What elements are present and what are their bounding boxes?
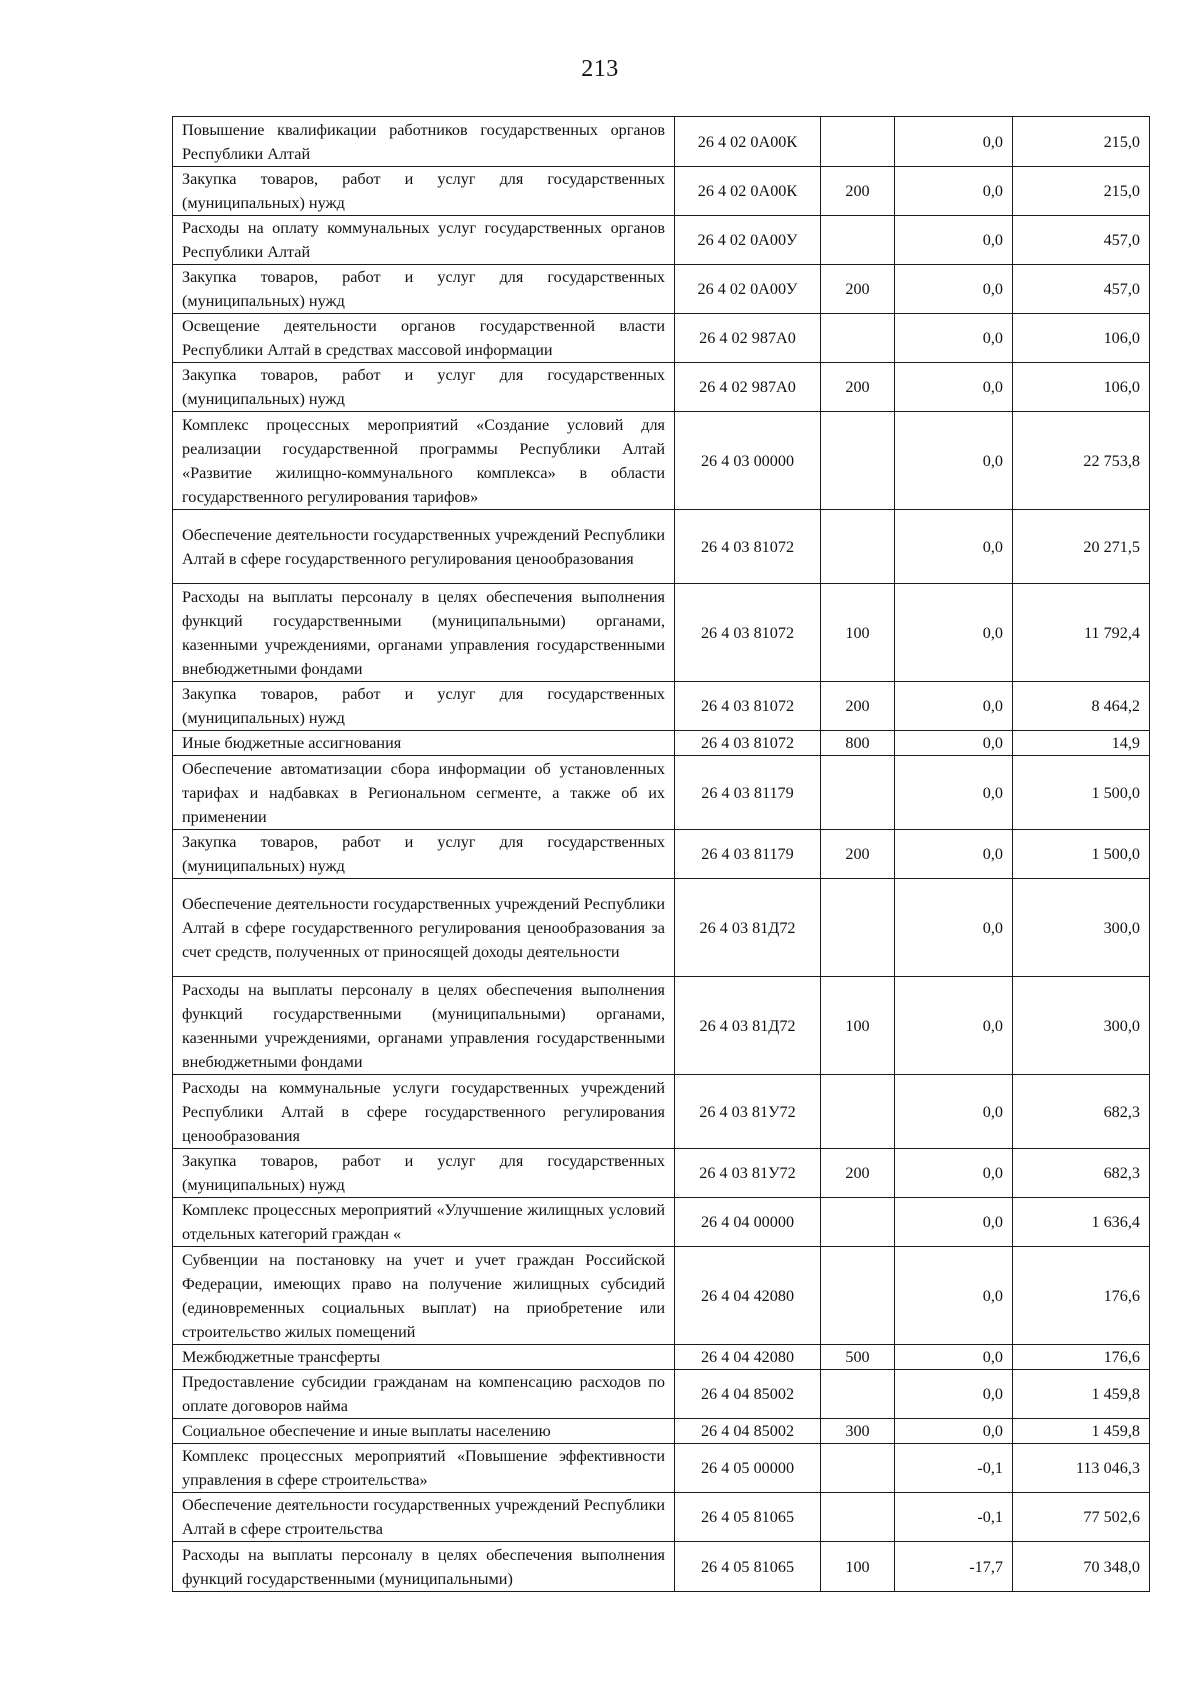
row-code: 26 4 03 81072 bbox=[675, 682, 821, 731]
row-amount: 1 459,8 bbox=[1013, 1419, 1150, 1444]
row-change: -17,7 bbox=[895, 1542, 1013, 1592]
budget-table bbox=[172, 116, 1150, 1592]
table-row bbox=[173, 584, 1150, 682]
row-change: 0,0 bbox=[895, 412, 1013, 510]
table-row bbox=[173, 1247, 1150, 1345]
row-amount: 77 502,6 bbox=[1013, 1493, 1150, 1542]
row-description: Расходы на коммунальные услуги государственных учреждений Республики Алтай в сфере государственного регулирования ценообразования bbox=[173, 1075, 675, 1149]
row-code: 26 4 04 42080 bbox=[675, 1345, 821, 1370]
row-change: 0,0 bbox=[895, 314, 1013, 363]
row-change: 0,0 bbox=[895, 1149, 1013, 1198]
row-description: Повышение квалификации работников государственных органов Республики Алтай bbox=[173, 117, 675, 167]
table-row bbox=[173, 167, 1150, 216]
table-row bbox=[173, 731, 1150, 756]
row-change: 0,0 bbox=[895, 977, 1013, 1075]
row-code: 26 4 04 42080 bbox=[675, 1247, 821, 1345]
row-expense-type: 100 bbox=[821, 1542, 895, 1592]
row-amount: 1 500,0 bbox=[1013, 830, 1150, 879]
table-row bbox=[173, 216, 1150, 265]
row-description: Межбюджетные трансферты bbox=[173, 1345, 675, 1370]
row-amount: 113 046,3 bbox=[1013, 1444, 1150, 1493]
row-amount: 1 500,0 bbox=[1013, 756, 1150, 830]
row-expense-type bbox=[821, 1444, 895, 1493]
page-number: 213 bbox=[581, 56, 619, 82]
table-row bbox=[173, 265, 1150, 314]
row-code: 26 4 04 85002 bbox=[675, 1370, 821, 1419]
row-code: 26 4 03 81У72 bbox=[675, 1149, 821, 1198]
row-change: 0,0 bbox=[895, 1370, 1013, 1419]
budget-table-body bbox=[173, 117, 1150, 1592]
table-row bbox=[173, 1419, 1150, 1444]
table-row bbox=[173, 879, 1150, 977]
row-expense-type: 500 bbox=[821, 1345, 895, 1370]
table-row bbox=[173, 363, 1150, 412]
row-description: Расходы на выплаты персоналу в целях обеспечения выполнения функций государственными (муниципальными) органами, казенными учреждениями, органами управления государственными внебюджетными фондами bbox=[173, 584, 675, 682]
row-expense-type: 200 bbox=[821, 265, 895, 314]
row-code: 26 4 03 81072 bbox=[675, 731, 821, 756]
row-expense-type: 800 bbox=[821, 731, 895, 756]
row-description: Закупка товаров, работ и услуг для государственных (муниципальных) нужд bbox=[173, 363, 675, 412]
table-row bbox=[173, 1370, 1150, 1419]
row-amount: 20 271,5 bbox=[1013, 510, 1150, 584]
row-expense-type bbox=[821, 1370, 895, 1419]
row-expense-type bbox=[821, 756, 895, 830]
row-description: Расходы на выплаты персоналу в целях обеспечения выполнения функций государственными (муниципальными) органами, казенными учреждениями, органами управления государственными внебюджетными фондами bbox=[173, 977, 675, 1075]
table-row bbox=[173, 314, 1150, 363]
row-description: Закупка товаров, работ и услуг для государственных (муниципальных) нужд bbox=[173, 682, 675, 731]
row-change: 0,0 bbox=[895, 265, 1013, 314]
row-amount: 457,0 bbox=[1013, 265, 1150, 314]
row-amount: 215,0 bbox=[1013, 117, 1150, 167]
row-code: 26 4 03 81072 bbox=[675, 584, 821, 682]
row-change: 0,0 bbox=[895, 731, 1013, 756]
row-expense-type bbox=[821, 117, 895, 167]
row-amount: 1 636,4 bbox=[1013, 1198, 1150, 1247]
row-description: Комплекс процессных мероприятий «Создание условий для реализации государственной программы Республики Алтай «Развитие жилищно-коммунального комплекса» в области государственного регулирования тарифов» bbox=[173, 412, 675, 510]
row-code: 26 4 03 81Д72 bbox=[675, 977, 821, 1075]
row-change: 0,0 bbox=[895, 1419, 1013, 1444]
table-row bbox=[173, 1542, 1150, 1592]
row-description: Закупка товаров, работ и услуг для государственных (муниципальных) нужд bbox=[173, 830, 675, 879]
row-description: Обеспечение деятельности государственных учреждений Республики Алтай в сфере строительства bbox=[173, 1493, 675, 1542]
row-amount: 106,0 bbox=[1013, 314, 1150, 363]
table-row bbox=[173, 1444, 1150, 1493]
row-amount: 176,6 bbox=[1013, 1247, 1150, 1345]
row-description: Расходы на выплаты персоналу в целях обеспечения выполнения функций государственными (муниципальными) bbox=[173, 1542, 675, 1592]
row-change: 0,0 bbox=[895, 1345, 1013, 1370]
row-expense-type: 200 bbox=[821, 1149, 895, 1198]
row-description: Предоставление субсидии гражданам на компенсацию расходов по оплате договоров найма bbox=[173, 1370, 675, 1419]
table-row bbox=[173, 412, 1150, 510]
table-row bbox=[173, 977, 1150, 1075]
row-description: Освещение деятельности органов государственной власти Республики Алтай в средствах массовой информации bbox=[173, 314, 675, 363]
row-description: Закупка товаров, работ и услуг для государственных (муниципальных) нужд bbox=[173, 1149, 675, 1198]
row-change: 0,0 bbox=[895, 167, 1013, 216]
row-expense-type: 100 bbox=[821, 977, 895, 1075]
row-amount: 176,6 bbox=[1013, 1345, 1150, 1370]
row-amount: 70 348,0 bbox=[1013, 1542, 1150, 1592]
row-change: 0,0 bbox=[895, 510, 1013, 584]
table-row bbox=[173, 1149, 1150, 1198]
row-change: 0,0 bbox=[895, 756, 1013, 830]
row-amount: 14,9 bbox=[1013, 731, 1150, 756]
row-code: 26 4 02 0А00К bbox=[675, 167, 821, 216]
row-code: 26 4 02 987А0 bbox=[675, 314, 821, 363]
table-row bbox=[173, 510, 1150, 584]
row-description: Закупка товаров, работ и услуг для государственных (муниципальных) нужд bbox=[173, 167, 675, 216]
table-row bbox=[173, 117, 1150, 167]
row-description: Социальное обеспечение и иные выплаты населению bbox=[173, 1419, 675, 1444]
table-row bbox=[173, 830, 1150, 879]
row-expense-type bbox=[821, 216, 895, 265]
row-change: 0,0 bbox=[895, 363, 1013, 412]
row-expense-type bbox=[821, 1075, 895, 1149]
row-code: 26 4 02 0А00К bbox=[675, 117, 821, 167]
row-description: Субвенции на постановку на учет и учет граждан Российской Федерации, имеющих право на получение жилищных субсидий (единовременных социальных выплат) на приобретение или строительство жилых помещений bbox=[173, 1247, 675, 1345]
row-description: Закупка товаров, работ и услуг для государственных (муниципальных) нужд bbox=[173, 265, 675, 314]
row-description: Расходы на оплату коммунальных услуг государственных органов Республики Алтай bbox=[173, 216, 675, 265]
row-code: 26 4 05 81065 bbox=[675, 1493, 821, 1542]
row-code: 26 4 03 81179 bbox=[675, 756, 821, 830]
row-description: Обеспечение деятельности государственных учреждений Республики Алтай в сфере государственного регулирования ценообразования bbox=[173, 510, 675, 584]
table-row bbox=[173, 1198, 1150, 1247]
row-code: 26 4 03 81072 bbox=[675, 510, 821, 584]
row-amount: 1 459,8 bbox=[1013, 1370, 1150, 1419]
row-code: 26 4 02 987А0 bbox=[675, 363, 821, 412]
row-expense-type bbox=[821, 412, 895, 510]
row-change: 0,0 bbox=[895, 879, 1013, 977]
row-code: 26 4 02 0А00У bbox=[675, 265, 821, 314]
row-code: 26 4 03 81Д72 bbox=[675, 879, 821, 977]
row-expense-type bbox=[821, 1493, 895, 1542]
row-expense-type bbox=[821, 314, 895, 363]
row-amount: 8 464,2 bbox=[1013, 682, 1150, 731]
row-amount: 300,0 bbox=[1013, 977, 1150, 1075]
row-change: 0,0 bbox=[895, 682, 1013, 731]
row-code: 26 4 04 00000 bbox=[675, 1198, 821, 1247]
row-expense-type: 200 bbox=[821, 830, 895, 879]
row-code: 26 4 03 81179 bbox=[675, 830, 821, 879]
row-expense-type bbox=[821, 1247, 895, 1345]
row-code: 26 4 03 00000 bbox=[675, 412, 821, 510]
row-description: Комплекс процессных мероприятий «Улучшение жилищных условий отдельных категорий граждан « bbox=[173, 1198, 675, 1247]
row-change: -0,1 bbox=[895, 1444, 1013, 1493]
row-code: 26 4 05 81065 bbox=[675, 1542, 821, 1592]
row-expense-type bbox=[821, 879, 895, 977]
row-amount: 22 753,8 bbox=[1013, 412, 1150, 510]
table-row bbox=[173, 1493, 1150, 1542]
table-row bbox=[173, 1345, 1150, 1370]
row-change: 0,0 bbox=[895, 1247, 1013, 1345]
row-code: 26 4 04 85002 bbox=[675, 1419, 821, 1444]
row-expense-type: 200 bbox=[821, 682, 895, 731]
table-row bbox=[173, 1075, 1150, 1149]
row-expense-type bbox=[821, 510, 895, 584]
row-change: 0,0 bbox=[895, 1075, 1013, 1149]
row-change: -0,1 bbox=[895, 1493, 1013, 1542]
row-amount: 215,0 bbox=[1013, 167, 1150, 216]
row-change: 0,0 bbox=[895, 117, 1013, 167]
row-expense-type: 300 bbox=[821, 1419, 895, 1444]
row-description: Обеспечение деятельности государственных учреждений Республики Алтай в сфере государственного регулирования ценообразования за счет средств, полученных от приносящей доходы деятельности bbox=[173, 879, 675, 977]
row-description: Комплекс процессных мероприятий «Повышение эффективности управления в сфере строительства» bbox=[173, 1444, 675, 1493]
row-code: 26 4 03 81У72 bbox=[675, 1075, 821, 1149]
row-amount: 300,0 bbox=[1013, 879, 1150, 977]
row-expense-type bbox=[821, 1198, 895, 1247]
row-description: Обеспечение автоматизации сбора информации об установленных тарифах и надбавках в Региональном сегменте, а также об их применении bbox=[173, 756, 675, 830]
row-code: 26 4 05 00000 bbox=[675, 1444, 821, 1493]
row-amount: 457,0 bbox=[1013, 216, 1150, 265]
row-expense-type: 200 bbox=[821, 167, 895, 216]
row-change: 0,0 bbox=[895, 216, 1013, 265]
table-row bbox=[173, 682, 1150, 731]
row-amount: 682,3 bbox=[1013, 1149, 1150, 1198]
row-amount: 11 792,4 bbox=[1013, 584, 1150, 682]
row-description: Иные бюджетные ассигнования bbox=[173, 731, 675, 756]
row-change: 0,0 bbox=[895, 1198, 1013, 1247]
row-change: 0,0 bbox=[895, 830, 1013, 879]
row-amount: 682,3 bbox=[1013, 1075, 1150, 1149]
row-expense-type: 100 bbox=[821, 584, 895, 682]
row-code: 26 4 02 0А00У bbox=[675, 216, 821, 265]
row-amount: 106,0 bbox=[1013, 363, 1150, 412]
row-expense-type: 200 bbox=[821, 363, 895, 412]
table-row bbox=[173, 756, 1150, 830]
row-change: 0,0 bbox=[895, 584, 1013, 682]
